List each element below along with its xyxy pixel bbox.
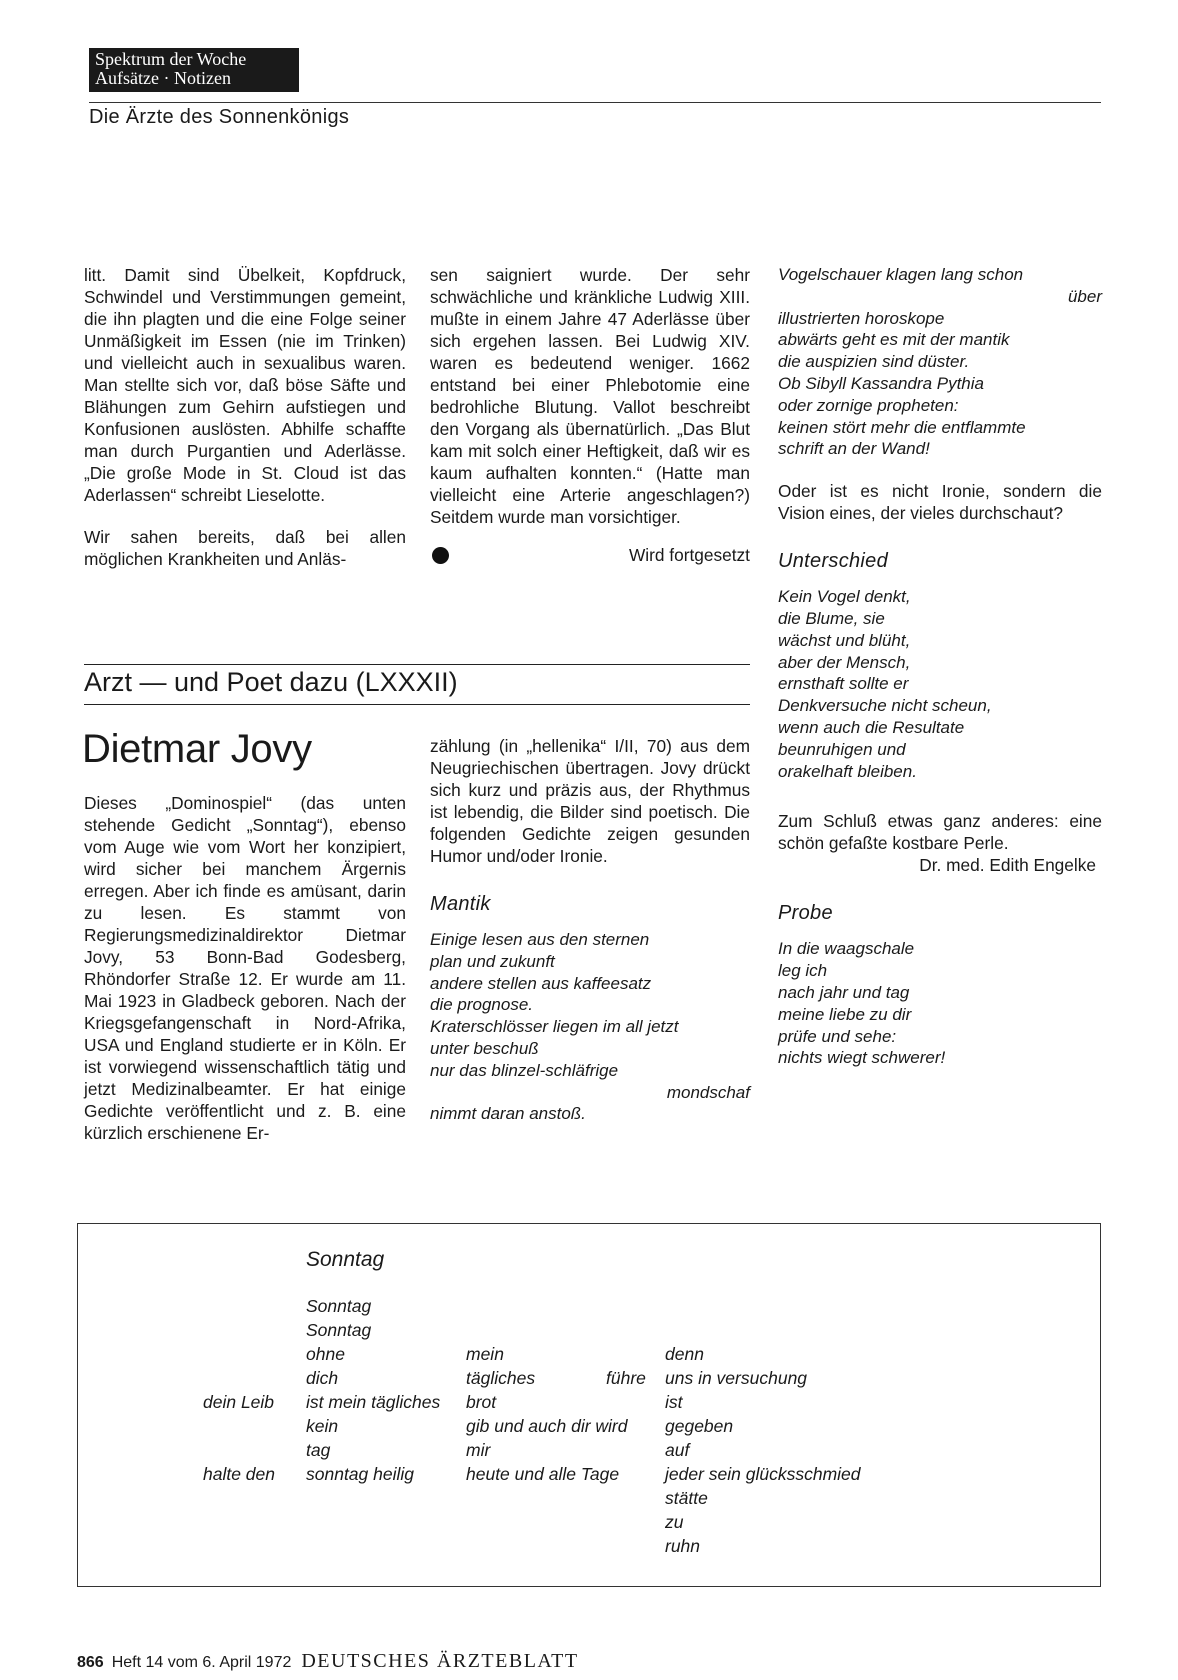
sonntag-word: jeder sein glücksschmied <box>665 1464 861 1484</box>
poem-line: nach jahr und tag <box>778 982 910 1002</box>
column-2-top <box>430 264 750 566</box>
poem-unterschied <box>778 586 1102 782</box>
sonntag-word: halte den <box>203 1464 276 1484</box>
sonntag-poem-box <box>77 1223 1101 1587</box>
poem-title-unterschied: Unterschied <box>778 550 889 573</box>
end-marker-row <box>430 544 750 566</box>
poem-line: plan und zukunft <box>430 951 555 971</box>
poem-line: wenn auch die Resultate <box>778 717 965 737</box>
sonntag-word: sonntag heilig <box>306 1464 414 1484</box>
poem-line: Einige lesen aus den sternen <box>430 930 650 949</box>
author-name: Dietmar Jovy <box>82 727 312 771</box>
sonntag-word: gib und auch dir wird <box>466 1416 628 1436</box>
sonntag-word: führe <box>606 1368 646 1388</box>
section-title: Die Ärzte des Sonnenkönigs <box>89 106 350 128</box>
poem-line: illustrierten horoskope <box>778 308 945 328</box>
top-rule <box>89 102 1101 103</box>
sonntag-word: gegeben <box>665 1416 734 1436</box>
sonntag-word: dein Leib <box>203 1392 275 1412</box>
sonntag-word: uns in versuchung <box>665 1368 808 1388</box>
poem-line: abwärts geht es mit der mantik <box>778 330 1010 350</box>
sonntag-word: mein <box>466 1344 504 1364</box>
column-3 <box>778 264 1102 1069</box>
sonntag-word: ist <box>665 1392 683 1412</box>
paragraph: Dieses „Dominospiel“ (das unten stehende Gedicht „Sonntag“), ebenso vom Auge wie vom Wort her konzipiert, wird sicher bei manchem Ärgernis erregen. Aber ich finde es amüsant, darin zu lesen. Es stammt von Regierungsmedizinaldirektor Dietmar Jovy, 53 Bonn-Bad Godesberg, Rhöndorfer Straße 12. Er wurde am 11. Mai 1923 in Gladbeck geboren. Nach der Kriegsgefangenschaft in Nord-Afrika, USA und England studierte er in Köln. Er ist vorwiegend wissenschaftlich tätig und jetzt Medizinalbeamter. Er hat einige Gedichte veröffentlicht und z. B. eine kürzlich erschienene Er- <box>84 793 406 1143</box>
poem-line: Vogelschauer klagen lang schon <box>778 265 1024 284</box>
column-1-bottom <box>84 792 406 1164</box>
poem-line: In die waagschale <box>778 939 915 959</box>
poem-line: beunruhigen und <box>778 739 906 759</box>
poem-line: nur das blinzel-schläfrige <box>430 1060 619 1080</box>
sonntag-word: Sonntag <box>306 1296 372 1316</box>
poem-line: nimmt daran anstoß. <box>430 1104 586 1124</box>
masthead-badge <box>89 48 299 92</box>
sonntag-word: auf <box>665 1440 690 1460</box>
poem-line: die auspizien sind düster. <box>778 352 970 372</box>
sonntag-word: ohne <box>306 1344 345 1364</box>
poem-line: keinen stört mehr die entflammte <box>778 417 1026 437</box>
issue-info: Heft 14 vom 6. April 1972 <box>111 1654 292 1671</box>
sonntag-word: zu <box>665 1512 684 1532</box>
sonntag-title: Sonntag <box>306 1248 385 1271</box>
poem-line: wächst und blüht, <box>778 630 911 650</box>
poem-title-mantik: Mantik <box>430 893 491 915</box>
continued-note: Wird fortgesetzt <box>628 545 750 565</box>
series-rule-top <box>84 664 750 665</box>
sonntag-word: tag <box>306 1440 331 1460</box>
poem-line: Kein Vogel denkt, <box>778 587 911 607</box>
poem-line: die Blume, sie <box>778 608 885 628</box>
author-signature: Dr. med. Edith Engelke <box>919 855 1096 876</box>
poem-line: prüfe und sehe: <box>778 1026 897 1046</box>
poem-line: oder zornige propheten: <box>778 395 959 415</box>
sonntag-word: stätte <box>665 1488 708 1508</box>
masthead-line-1: Spektrum der Woche <box>95 49 247 69</box>
series-title: Arzt — und Poet dazu (LXXXII) <box>84 667 458 697</box>
poem-line: unter beschuß <box>430 1038 539 1058</box>
masthead-line-2: Aufsätze · Notizen <box>95 68 231 88</box>
series-rule-bottom <box>84 704 750 705</box>
poem-line: schrift an der Wand! <box>778 439 930 459</box>
poem-line: ernsthaft sollte er <box>778 674 909 694</box>
column-2-bottom <box>430 735 750 1125</box>
poem-line: andere stellen aus kaffeesatz <box>430 973 652 993</box>
sonntag-word: denn <box>665 1344 704 1364</box>
journal-name: DEUTSCHES ÄRZTEBLATT <box>301 1650 579 1672</box>
sonntag-word: mir <box>466 1440 491 1460</box>
poem-line: die prognose. <box>430 995 534 1015</box>
sonntag-word: dich <box>306 1368 339 1388</box>
sonntag-word: heute und alle Tage <box>466 1464 620 1484</box>
paragraph: Oder ist es nicht Ironie, sondern die Vision eines, der vieles durchschaut? <box>778 481 1102 524</box>
poem-probe <box>778 938 1102 1069</box>
poem-line: mondschaf <box>666 1082 750 1102</box>
column-1-top <box>84 264 406 590</box>
sonntag-word: tägliches <box>466 1368 536 1388</box>
paragraph: litt. Damit sind Übelkeit, Kopfdruck, Schwindel und Verstimmungen gemeint, die ihn plagten und die eine Folge seiner Unmäßigkeit im Essen (nie im Trinken) und vielleicht auch in sexualibus waren. Man stellte sich vor, daß böse Säfte und Blähungen zum Gehirn aufstiegen und Konfusionen auslösten. Abhilfe schaffte man durch Purgantien und Aderlässe. „Die große Mode in St. Cloud ist das Aderlassen“ schreibt Lieselotte. <box>84 265 406 505</box>
paragraph: Wir sahen bereits, daß bei allen möglichen Krankheiten und Anläs- <box>84 527 406 569</box>
poem-line: nichts wiegt schwerer! <box>778 1048 946 1068</box>
sonntag-word: brot <box>466 1392 497 1412</box>
sonntag-word: ist mein tägliches <box>306 1392 441 1412</box>
poem-line: Kraterschlösser liegen im all jetzt <box>430 1017 679 1037</box>
poem-line: Denkversuche nicht scheun, <box>778 696 992 716</box>
poem-line: leg ich <box>778 961 828 981</box>
poem-line: orakelhaft bleiben. <box>778 761 917 781</box>
poem-title-probe: Probe <box>778 902 833 925</box>
page-footer <box>77 1650 579 1673</box>
end-bullet-icon <box>432 547 449 564</box>
paragraph: zählung (in „hellenika“ I/II, 70) aus dem Neugriechischen übertragen. Jovy drückt sich kurz und präzis aus, der Rhythmus ist lebendig, die Bilder sind poetisch. Die folgenden Gedichte zeigen gesunden Humor und/oder Ironie. <box>430 736 750 866</box>
poem-vogelschauer <box>778 264 1102 460</box>
paragraph: Zum Schluß etwas ganz anderes: eine schön gefaßte kostbare Perle. <box>778 811 1102 854</box>
sonntag-word: Sonntag <box>306 1320 372 1340</box>
poem-line: über <box>1067 286 1102 306</box>
poem-line: aber der Mensch, <box>778 652 911 672</box>
poem-mantik <box>430 929 750 1125</box>
sonntag-word: ruhn <box>665 1536 701 1556</box>
poem-line: meine liebe zu dir <box>778 1004 912 1024</box>
sonntag-word: kein <box>306 1416 339 1436</box>
paragraph: sen saigniert wurde. Der sehr schwächliche und kränkliche Ludwig XIII. mußte in einem Jahre 47 Aderlässe über sich ergehen lassen. Bei Ludwig XIV. waren es bedeutend weniger. 1662 entstand bei einer Phlebotomie eine bedrohliche Blutung. Vallot beschreibt den Vorgang als übernatürlich. „Das Blut kam mit solch einer Heftigkeit, daß wir es kaum aufhalten konnten.“ (Hatte man vielleicht eine Arterie angeschlagen?) Seitdem wurde man vorsichtiger. <box>430 265 750 527</box>
poem-line: Ob Sibyll Kassandra Pythia <box>778 373 984 393</box>
page-number: 866 <box>77 1654 104 1671</box>
